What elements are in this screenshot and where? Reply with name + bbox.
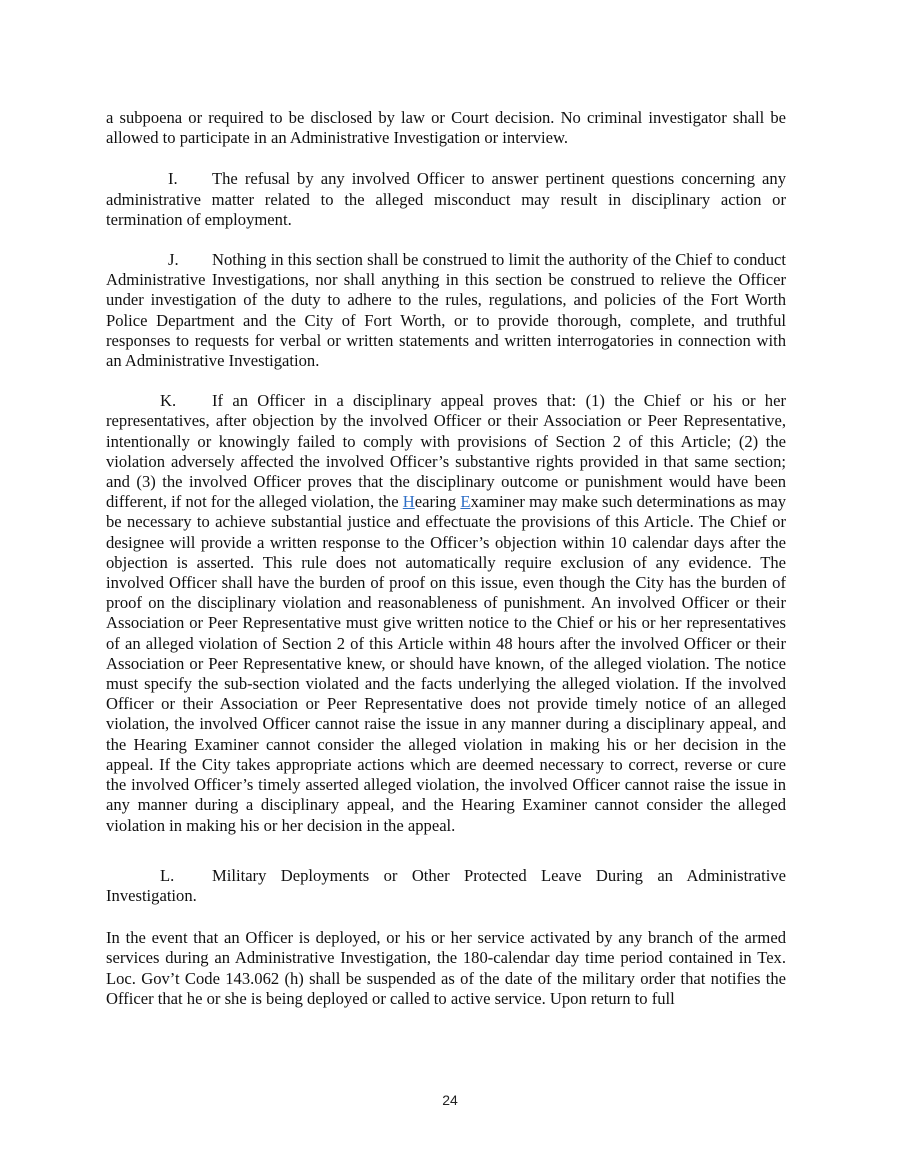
examiner-e-link[interactable]: E xyxy=(460,492,471,512)
section-k-hearing-rest: earing xyxy=(414,492,461,512)
continuation-paragraph: a subpoena or required to be disclosed by law or Court decision. No criminal investigator shall be allowed to participate in an Administrative Investigation or interview. xyxy=(106,108,786,148)
section-j-paragraph xyxy=(106,250,786,371)
section-k-text-after: xaminer may make such determinations as may be necessary to achieve substantial justice and effectuate the provisions of this Article. The Chief or designee will provide a written response to the Officer’s objection within 10 calendar days after the objection is asserted. This rule does not automatically require exclusion of any evidence. The involved Officer shall have the burden of proof on this issue, even though the City has the burden of proof on the disciplinary violation and reasonableness of punishment. An involved Officer or their Association or Peer Representative must give written notice to the Chief or his or her representatives of an alleged violation of Section 2 of this Article within 48 hours after the involved Officer or their Association or Peer Representative knew, or should have known, of the alleged violation. The notice must specify the sub-section violated and the facts underlying the alleged violation. If the involved Officer or their Association or Peer Representative does not provide timely notice of an alleged violation, the involved Officer cannot raise the issue in any manner during a disciplinary appeal, and the Hearing Examiner cannot consider the alleged violation in making his or her decision in the appeal. If the City takes appropriate actions which are deemed necessary to correct, reverse or cure the involved Officer’s timely asserted alleged violation, the involved Officer cannot raise the issue in any manner during a disciplinary appeal, and the Hearing Examiner cannot consider the alleged violation in making his or her decision in the appeal. xyxy=(106,492,786,835)
hearing-h-link[interactable]: H xyxy=(402,492,415,512)
section-k-paragraph xyxy=(106,391,786,835)
section-l-marker: L. xyxy=(160,865,175,885)
document-body xyxy=(106,108,786,1029)
section-i-paragraph xyxy=(106,169,786,230)
section-i-marker: I. xyxy=(168,169,178,189)
section-l-text: Military Deployments or Other Protected Leave During an Administrative Investigation. xyxy=(106,865,786,905)
section-j-text: Nothing in this section shall be construed to limit the authority of the Chief to conduct Administrative Investigations, nor shall anything in this section be construed to relieve the Officer under investigation of the duty to adhere to the rules, regulations, and policies of the Fort Worth Police Department and the City of Fort Worth, or to provide thorough, complete, and truthful responses to requests for verbal or written statements and written interrogatories in connection with an Administrative Investigation. xyxy=(106,250,786,371)
section-i-text: The refusal by any involved Officer to answer pertinent questions concerning any administrative matter related to the alleged misconduct may result in disciplinary action or termination of employment. xyxy=(106,169,786,229)
closing-paragraph: In the event that an Officer is deployed, or his or her service activated by any branch of the armed services during an Administrative Investigation, the 180-calendar day time period contained in Tex. Loc. Gov’t Code 143.062 (h) shall be suspended as of the date of the military order that notifies the Officer that he or she is being deployed or called to active service. Upon return to full xyxy=(106,928,786,1008)
section-k-text-before: If an Officer in a disciplinary appeal proves that: (1) the Chief or his or her representatives, after objection by the involved Officer or their Association or Peer Representative, intentionally or knowingly failed to comply with provisions of Section 2 of this Article; (2) the violation adversely affected the involved Officer’s substantive rights provided in that same section; and (3) the involved Officer proves that the disciplinary outcome or punishment would have been different, if not for the alleged violation, the xyxy=(106,391,786,512)
section-k-marker: K. xyxy=(160,391,177,411)
section-l-heading xyxy=(106,866,786,906)
page-number: 24 xyxy=(442,1092,458,1108)
section-j-marker: J. xyxy=(168,250,179,270)
